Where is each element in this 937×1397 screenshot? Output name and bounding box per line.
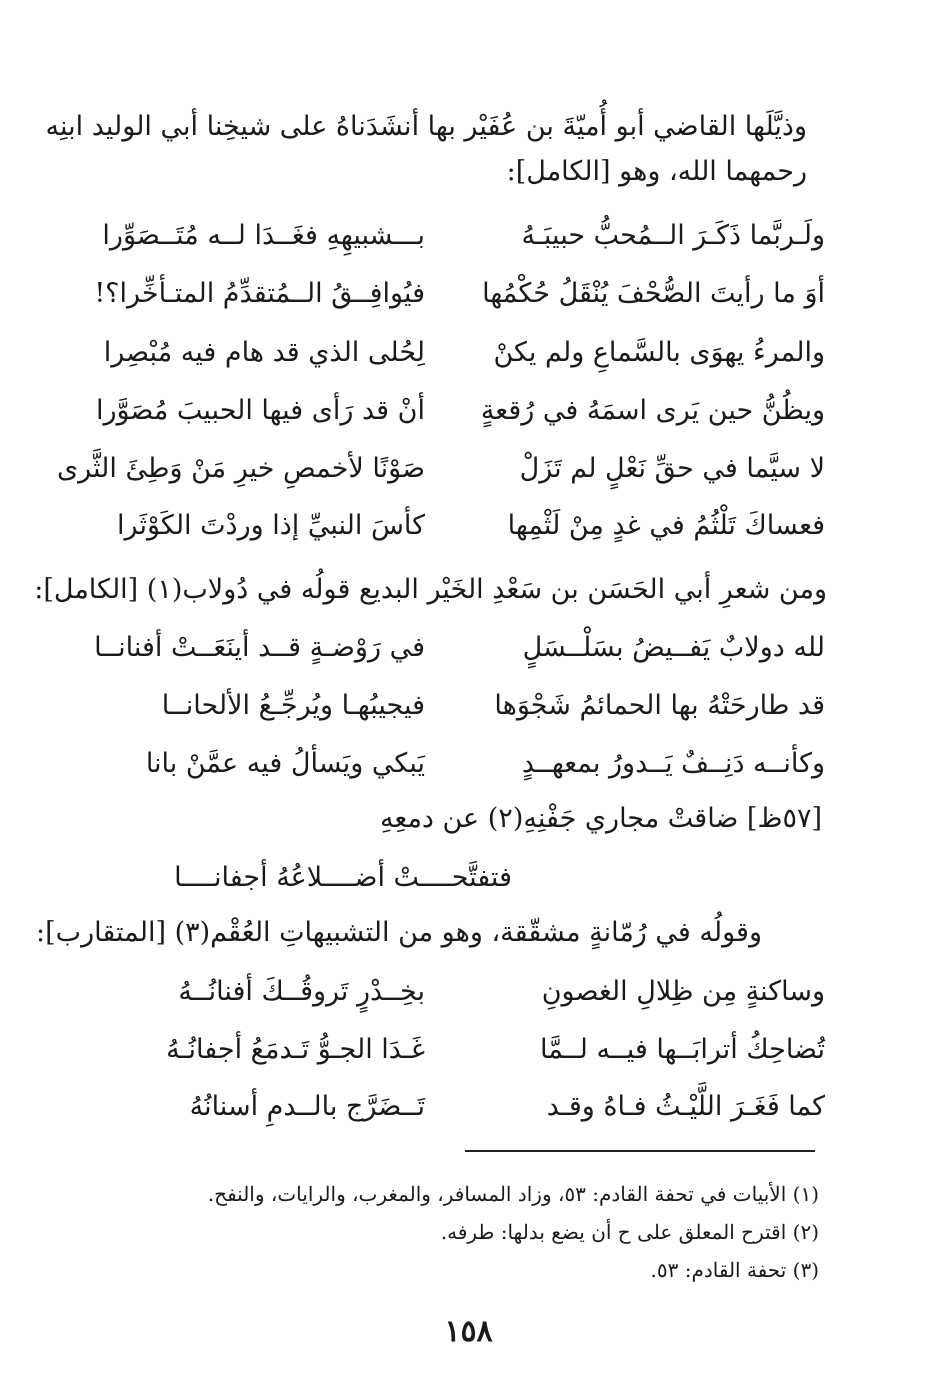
verse-second-hemistich: يَبكي ويَسألُ فيه عمَّنْ بانا xyxy=(145,748,425,779)
folio-verse-second: فتفتَّحــــتْ أضــــلاعُهُ أجفانــــا xyxy=(174,862,512,893)
verse-row xyxy=(85,391,825,431)
verse-first-hemistich: أوَ ما رأيتَ الصُّحْفَ يُنْقَلُ حُكْمُها xyxy=(482,278,825,309)
page-number: ١٥٨ xyxy=(444,1314,493,1349)
verse-row xyxy=(85,628,825,668)
verse-second-hemistich: كأسَ النبيِّ إذا وردْتَ الكَوْثَرا xyxy=(117,510,425,541)
verse-first-hemistich: كما فَغَـرَ اللَّيْـثُ فـاهُ وقـد xyxy=(546,1091,825,1122)
verse-first-hemistich: وكأنــه دَنِــفٌ يَــدورُ بمعهــدٍ xyxy=(521,748,825,779)
verse-row xyxy=(85,506,825,546)
footnote-divider xyxy=(465,1150,815,1152)
verse-row xyxy=(85,216,825,256)
verse-first-hemistich: فعساكَ تَلْثُمُ في غدٍ مِنْ لَثْمِها xyxy=(507,510,825,541)
verse-second-hemistich: بخِــدْرٍ تَروقُــكَ أفنانُــهُ xyxy=(178,976,425,1007)
verse-second-hemistich: فيُوافِــقُ الــمُتقدِّمُ المتـأخِّرا؟! xyxy=(94,278,425,309)
intro-line-2: رحمهما الله، وهو [الكامل]: xyxy=(506,156,807,187)
folio-verse-first: [٥٧ظ] ضاقتْ مجاري جَفْنِهِ(٢) عن دمعِهِ xyxy=(379,803,822,834)
verse-row xyxy=(85,744,825,784)
verse-first-hemistich: لا سيَّما في حقِّ نَعْلٍ لم تَزَلْ xyxy=(519,453,825,484)
verse-first-hemistich: قد طارحَتْهُ بها الحمائمُ شَجْوَها xyxy=(494,690,825,721)
verse-row xyxy=(85,1087,825,1127)
verse-row xyxy=(85,333,825,373)
footnote-2: (٢) اقترح المعلق على ح أن يضع بدلها: طرفه. xyxy=(440,1220,819,1244)
verse-second-hemistich: تَــضَرَّج بالــدمِ أسنانُهُ xyxy=(189,1091,425,1122)
verse-first-hemistich: تُضاحِكُ أترابَــها فيــه لــمَّا xyxy=(539,1034,825,1065)
verse-second-hemistich: فيجيبُهـا ويُرجِّـعُ الألحانــا xyxy=(161,690,425,721)
section-2-intro: ومن شعرِ أبي الحَسَن بن سَعْدِ الخَيْر البديع قولُه في دُولاب(١) [الكامل]: xyxy=(34,574,827,605)
verse-second-hemistich: أنْ قد رَأى فيها الحبيبَ مُصَوَّرا xyxy=(95,395,425,426)
verse-first-hemistich: والمرءُ يهوَى بالسَّماعِ ولم يكنْ xyxy=(493,337,825,368)
intro-line-1: وذيَّلَها القاضي أبو أُميّةَ بن عُفَيْر بها أنشَدَناهُ على شيخِنا أبي الوليد ابنِه xyxy=(45,111,807,142)
verse-row xyxy=(85,274,825,314)
verse-second-hemistich: لِحُلى الذي قد هام فيه مُبْصِرا xyxy=(103,337,425,368)
verse-second-hemistich: في رَوْضـةٍ قــد أينَعَــتْ أفنانــا xyxy=(94,632,425,663)
verse-first-hemistich: وساكنةٍ مِن ظِلالِ الغصونِ xyxy=(541,976,825,1007)
verse-first-hemistich: ولَـربَّما ذَكَـرَ الــمُحبُّ حبيبَـهُ xyxy=(521,220,825,251)
section-3-intro: وقولُه في رُمّانةٍ مشقّقة، وهو من التشبيهاتِ العُقْم(٣) [المتقارب]: xyxy=(36,917,762,948)
verse-first-hemistich: ويظُنُّ حين يَرى اسمَهُ في رُقعةٍ xyxy=(480,395,825,426)
verse-row xyxy=(85,972,825,1012)
footnote-3: (٣) تحفة القادم: ٥٣. xyxy=(650,1258,819,1282)
verse-row xyxy=(85,686,825,726)
verse-row xyxy=(85,1030,825,1070)
footnote-1: (١) الأبيات في تحفة القادم: ٥٣، وزاد المسافر، والمغرب، والرايات، والنفح. xyxy=(207,1182,819,1206)
verse-second-hemistich: بـــشبيهِهِ فغَــدَا لــه مُتَــصَوِّرا xyxy=(102,220,425,251)
verse-second-hemistich: صَوْنًا لأخمصِ خيرِ مَنْ وَطِئَ الثَّرى xyxy=(57,453,425,484)
verse-row xyxy=(57,449,825,489)
verse-second-hemistich: غَـدَا الجـوُّ تَـدمَعُ أجفانُـهُ xyxy=(166,1034,425,1065)
verse-first-hemistich: لله دولابٌ يَفــيضُ بسَلْــسَلٍ xyxy=(522,632,825,663)
